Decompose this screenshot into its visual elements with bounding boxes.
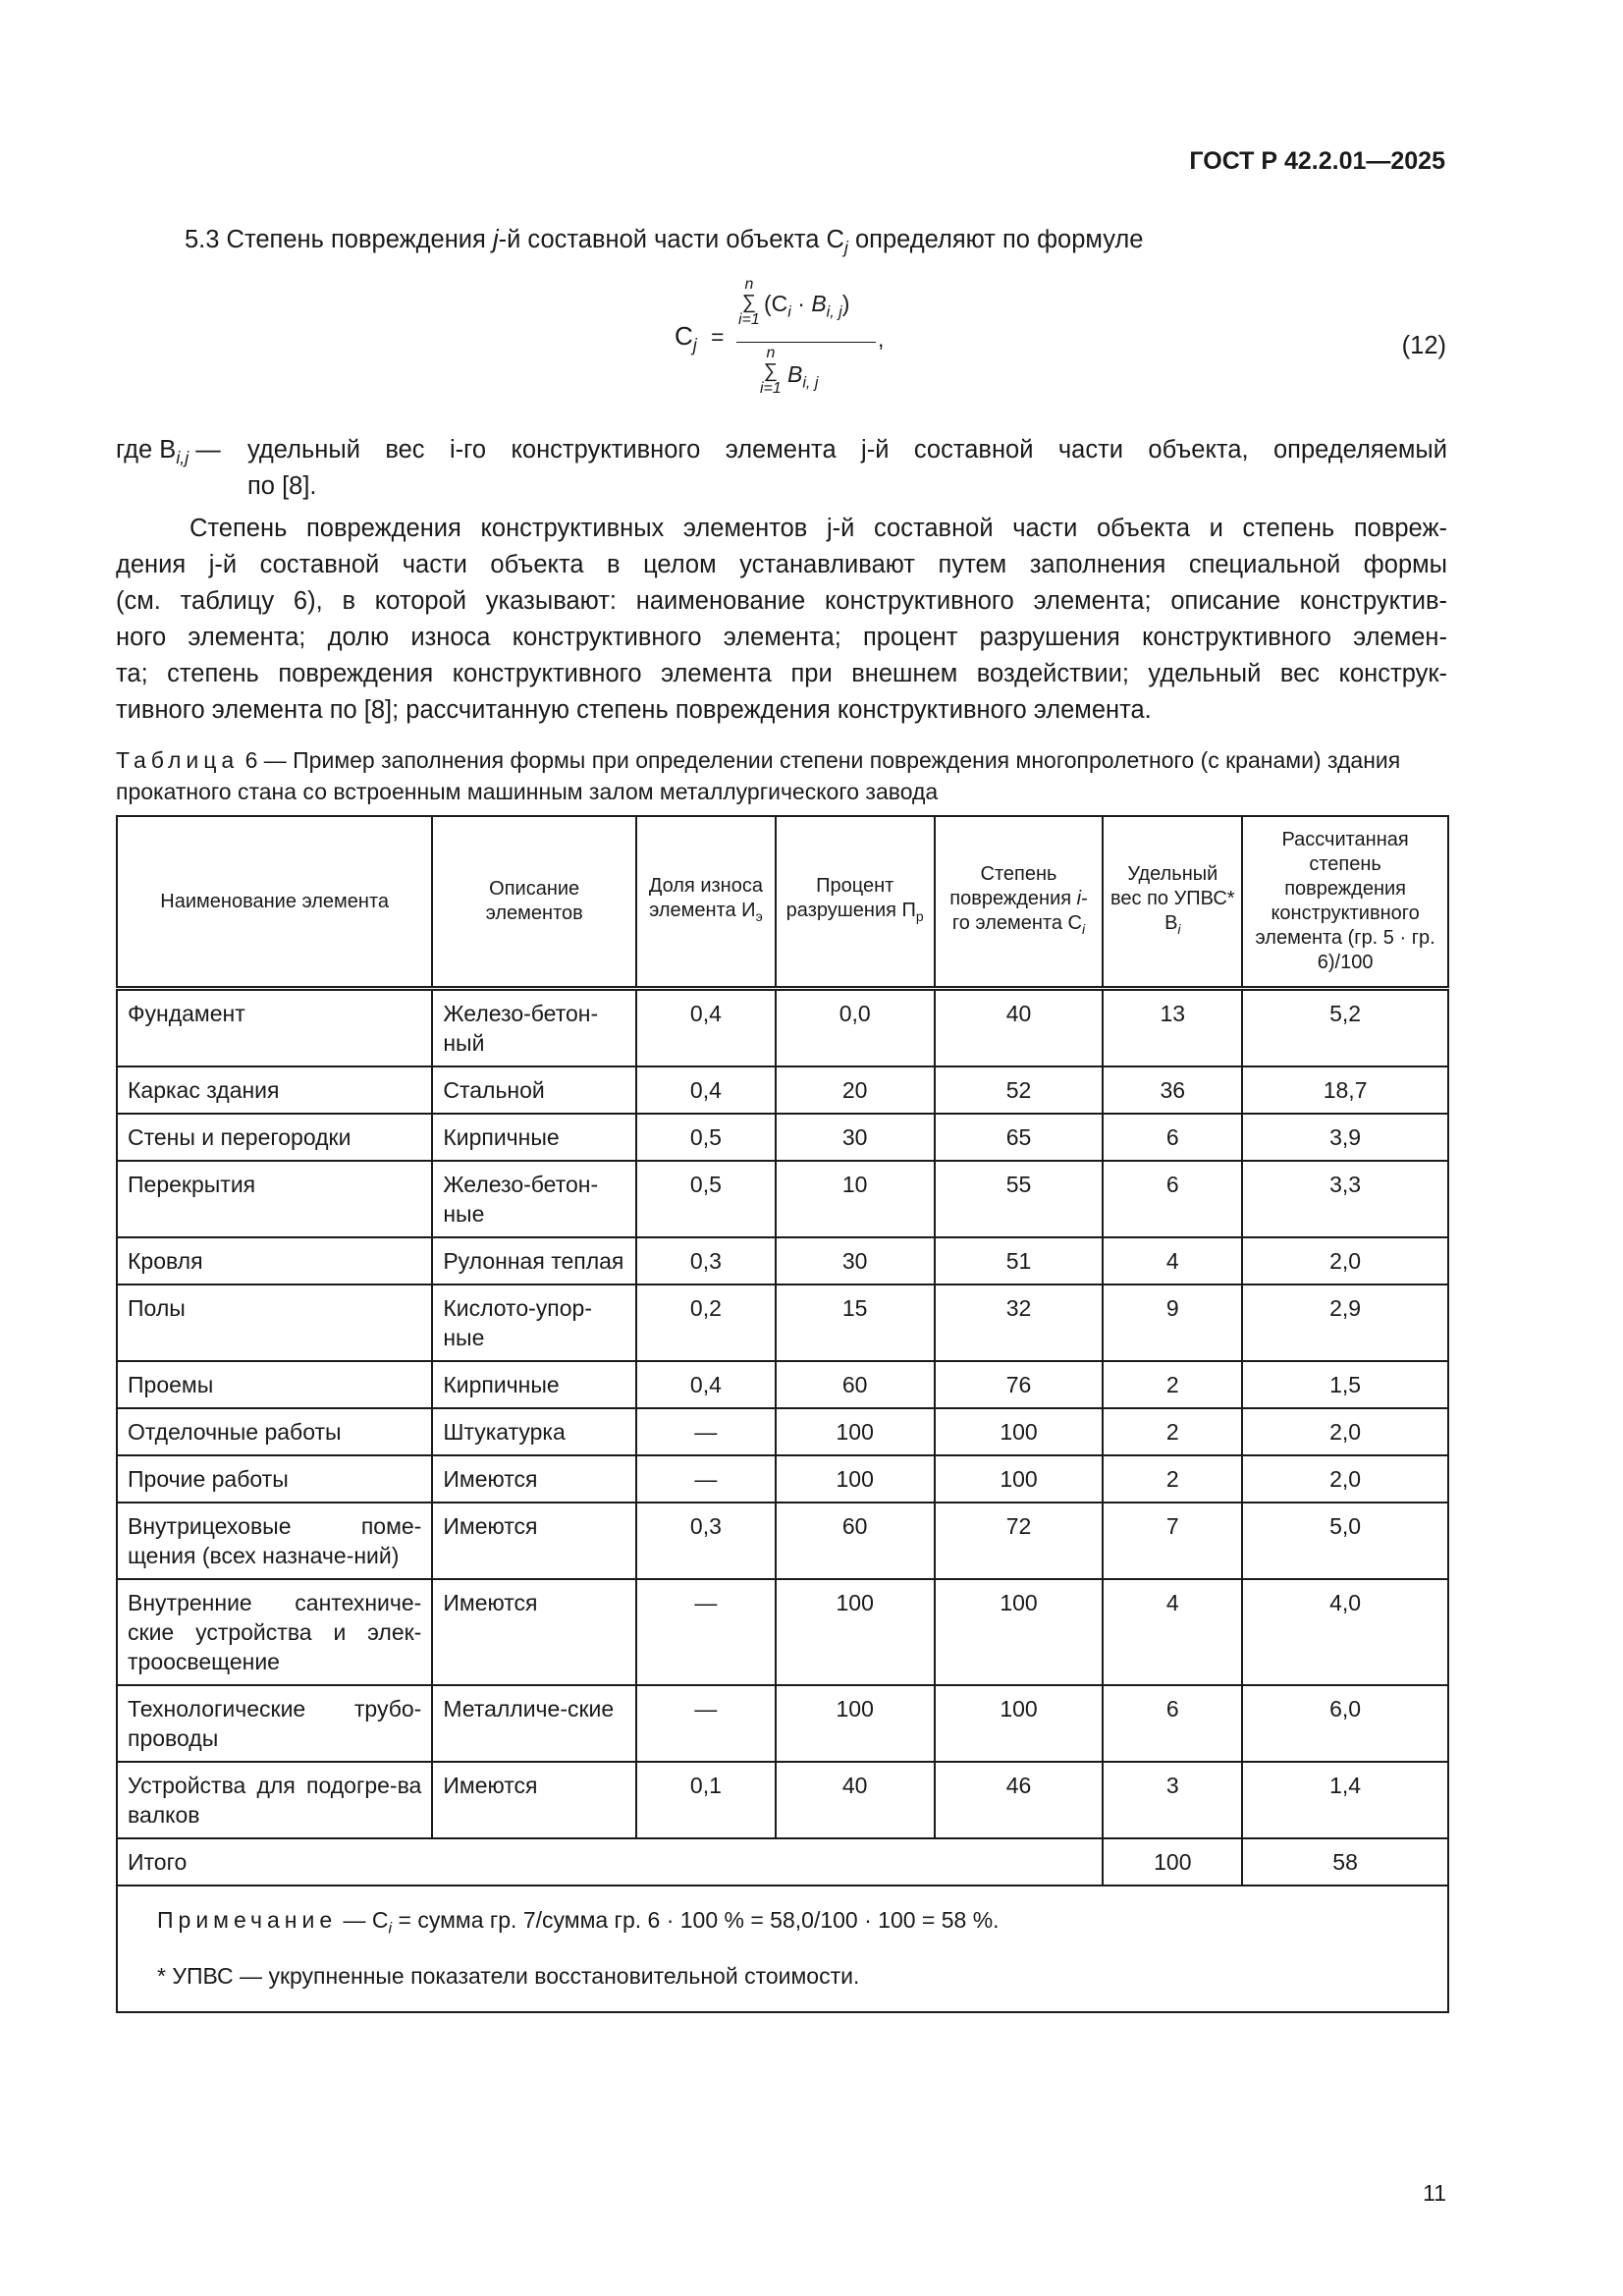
formula-comma: , (878, 326, 885, 352)
cell-calculated: 5,0 (1242, 1503, 1448, 1579)
cell-destruction: 100 (776, 1579, 935, 1685)
table-row (117, 1114, 1448, 1161)
paragraph-line: (см. таблицу 6), в которой указывают: наименование конструктивного элемента; описание конструктив- (116, 587, 1447, 615)
cell-calculated: 2,9 (1242, 1285, 1448, 1361)
cell-destruction: 60 (776, 1503, 935, 1579)
cell-calculated: 18,7 (1242, 1066, 1448, 1114)
cell-wear: — (636, 1579, 776, 1685)
header-wear: Доля износа элемента $И_э$ (636, 816, 776, 989)
table-note-row (117, 1886, 1448, 2012)
cell-weight: 9 (1103, 1285, 1242, 1361)
cell-name: Полы (117, 1285, 432, 1361)
section-text-b: -й составной части объекта С (498, 226, 844, 253)
cell-calculated: 2,0 (1242, 1455, 1448, 1503)
where-definition-line-2: по [8]. (247, 472, 317, 500)
body-paragraph (116, 511, 1447, 729)
cell-wear: 0,1 (636, 1762, 776, 1838)
cell-wear: 0,2 (636, 1285, 776, 1361)
cell-weight: 6 (1103, 1114, 1242, 1161)
cell-name: Внутренние сантехниче-ские устройства и элек-троосвещение (117, 1579, 432, 1685)
cell-wear: 0,4 (636, 989, 776, 1067)
cell-name: Фундамент (117, 989, 432, 1067)
cell-description: Штукатурка (432, 1408, 636, 1455)
cell-damage: 100 (935, 1579, 1104, 1685)
table-header-row (117, 816, 1448, 989)
cell-weight: 4 (1103, 1237, 1242, 1285)
cell-damage: 100 (935, 1455, 1104, 1503)
cell-description: Кирпичные (432, 1114, 636, 1161)
denominator-expression: $B_{i, j}$ (787, 361, 819, 392)
cell-name: Перекрытия (117, 1161, 432, 1237)
cell-destruction: 30 (776, 1114, 935, 1161)
header-weight: Удельный вес по УПВС* $B_i$ (1103, 816, 1242, 989)
cell-damage: 76 (935, 1361, 1104, 1408)
table-row (117, 1579, 1448, 1685)
cell-damage: 100 (935, 1408, 1104, 1455)
cell-damage: 100 (935, 1685, 1104, 1762)
cell-calculated: 6,0 (1242, 1685, 1448, 1762)
cell-calculated: 4,0 (1242, 1579, 1448, 1685)
table-row (117, 1455, 1448, 1503)
table-row (117, 1762, 1448, 1838)
cell-calculated: 3,9 (1242, 1114, 1448, 1161)
cell-description: Имеются (432, 1455, 636, 1503)
formula-lhs: $С_j$ (675, 321, 697, 355)
cell-destruction: 60 (776, 1361, 935, 1408)
cell-wear: — (636, 1408, 776, 1455)
cell-wear: 0,3 (636, 1503, 776, 1579)
cell-wear: — (636, 1455, 776, 1503)
header-calculated: Рассчитанная степень повреждения конструктивного элемента (гр. 5 · гр. 6)/100 (1242, 816, 1448, 989)
cell-destruction: 100 (776, 1408, 935, 1455)
cell-weight: 2 (1103, 1408, 1242, 1455)
cell-damage: 51 (935, 1237, 1104, 1285)
formula-12 (670, 277, 905, 414)
cell-destruction: 0,0 (776, 989, 935, 1067)
cell-weight: 6 (1103, 1161, 1242, 1237)
section-sub: j (843, 238, 848, 258)
cell-destruction: 100 (776, 1455, 935, 1503)
cell-weight: 4 (1103, 1579, 1242, 1685)
cell-description: Имеются (432, 1762, 636, 1838)
fraction-bar (736, 342, 876, 343)
cell-total-label: Итого (117, 1838, 1103, 1886)
table-row (117, 1361, 1448, 1408)
cell-calculated: 1,5 (1242, 1361, 1448, 1408)
cell-destruction: 20 (776, 1066, 935, 1114)
cell-name: Технологические трубо-проводы (117, 1685, 432, 1762)
cell-destruction: 40 (776, 1762, 935, 1838)
table-row (117, 1237, 1448, 1285)
cell-total-weight: 100 (1103, 1838, 1242, 1886)
cell-description: Кирпичные (432, 1361, 636, 1408)
note-line: Примечание — $C_i$ = сумма гр. 7/сумма гр. 6 · 100 % = 58,0/100 · 100 = 58 %. (157, 1907, 1000, 1938)
table-total-row (117, 1838, 1448, 1886)
denominator-sum: n ∑ i=1 (760, 345, 782, 397)
cell-name: Прочие работы (117, 1455, 432, 1503)
cell-description: Имеются (432, 1579, 636, 1685)
cell-weight: 2 (1103, 1361, 1242, 1408)
paragraph-line: дения j-й составной части объекта в целом устанавливают путем заполнения специальной формы (116, 551, 1447, 578)
cell-name: Внутрицеховые поме-щения (всех назначе-ний) (117, 1503, 432, 1579)
cell-destruction: 30 (776, 1237, 935, 1285)
cell-destruction: 15 (776, 1285, 935, 1361)
document-code: ГОСТ Р 42.2.01—2025 (1189, 147, 1445, 175)
cell-description: Имеются (432, 1503, 636, 1579)
cell-name: Каркас здания (117, 1066, 432, 1114)
where-term: где $B_{i,j}$ — (116, 436, 221, 468)
formula-number: (12) (1401, 332, 1446, 359)
footnote-line: * УПВС — укрупненные показатели восстановительной стоимости. (157, 1962, 860, 1989)
cell-total-calculated: 58 (1242, 1838, 1448, 1886)
cell-damage: 46 (935, 1762, 1104, 1838)
table-row (117, 1066, 1448, 1114)
cell-description: Железо-бетон-ные (432, 1161, 636, 1237)
cell-damage: 72 (935, 1503, 1104, 1579)
numerator-expression: $(С_i \cdot B_{i, j})$ (764, 291, 850, 321)
cell-damage: 65 (935, 1114, 1104, 1161)
table-row (117, 1408, 1448, 1455)
header-name: Наименование элемента (117, 816, 432, 989)
cell-wear: 0,4 (636, 1066, 776, 1114)
cell-calculated: 2,0 (1242, 1237, 1448, 1285)
header-description: Описание элементов (432, 816, 636, 989)
paragraph-line: Степень повреждения конструктивных элементов j-й составной части объекта и степень повреж- (189, 515, 1447, 542)
paragraph-line: та; степень повреждения конструктивного элемента при внешнем воздействии; удельный вес конструк- (116, 660, 1447, 687)
paragraph-line: тивного элемента по [8]; рассчитанную степень повреждения конструктивного элемента. (116, 696, 1152, 724)
cell-wear: — (636, 1685, 776, 1762)
section-5-3 (185, 222, 1144, 266)
cell-calculated: 3,3 (1242, 1161, 1448, 1237)
cell-name: Стены и перегородки (117, 1114, 432, 1161)
cell-wear: 0,5 (636, 1161, 776, 1237)
paragraph-line: ного элемента; долю износа конструктивного элемента; процент разрушения конструктивного элемен- (116, 624, 1447, 651)
cell-name: Отделочные работы (117, 1408, 432, 1455)
cell-name: Устройства для подогре-ва валков (117, 1762, 432, 1838)
damage-table (116, 815, 1449, 2013)
cell-weight: 6 (1103, 1685, 1242, 1762)
section-j: j (492, 226, 499, 253)
table-row (117, 1685, 1448, 1762)
cell-weight: 2 (1103, 1455, 1242, 1503)
cell-calculated: 1,4 (1242, 1762, 1448, 1838)
cell-wear: 0,4 (636, 1361, 776, 1408)
cell-damage: 40 (935, 989, 1104, 1067)
numerator-sum: n ∑ i=1 (738, 276, 760, 328)
table-row (117, 1503, 1448, 1579)
table-note (117, 1886, 1448, 2012)
cell-calculated: 2,0 (1242, 1408, 1448, 1455)
header-destruction: Процент разрушения $П_р$ (776, 816, 935, 989)
cell-calculated: 5,2 (1242, 989, 1448, 1067)
cell-weight: 3 (1103, 1762, 1242, 1838)
section-text-c: определяют по формуле (847, 226, 1144, 253)
table-caption: Таблица 6 — Пример заполнения формы при определении степени повреждения многопролетного (с кранами) здания прокатного стана со встроенным машинным залом металлургического завода (116, 747, 1401, 804)
section-number: 5.3 (185, 226, 220, 253)
table-row (117, 1285, 1448, 1361)
cell-description: Железо-бетон-ный (432, 989, 636, 1067)
table-row (117, 989, 1448, 1067)
cell-description: Стальной (432, 1066, 636, 1114)
where-definition-line-1: удельный вес i-го конструктивного элемента j-й составной части объекта, определяемый (247, 436, 1447, 464)
cell-weight: 36 (1103, 1066, 1242, 1114)
section-text-a: Степень повреждения (226, 226, 493, 253)
page-number: 11 (1423, 2180, 1446, 2206)
cell-damage: 55 (935, 1161, 1104, 1237)
cell-description: Металличе-ские (432, 1685, 636, 1762)
table-row (117, 1161, 1448, 1237)
cell-name: Проемы (117, 1361, 432, 1408)
cell-damage: 52 (935, 1066, 1104, 1114)
cell-destruction: 10 (776, 1161, 935, 1237)
cell-weight: 13 (1103, 989, 1242, 1067)
header-damage: Степень повреждения i-го элемента $С_i$ (935, 816, 1104, 989)
cell-weight: 7 (1103, 1503, 1242, 1579)
cell-name: Кровля (117, 1237, 432, 1285)
cell-damage: 32 (935, 1285, 1104, 1361)
formula-equals: = (711, 324, 725, 350)
cell-destruction: 100 (776, 1685, 935, 1762)
cell-description: Рулонная теплая (432, 1237, 636, 1285)
cell-wear: 0,3 (636, 1237, 776, 1285)
cell-description: Кислото-упор-ные (432, 1285, 636, 1361)
cell-wear: 0,5 (636, 1114, 776, 1161)
